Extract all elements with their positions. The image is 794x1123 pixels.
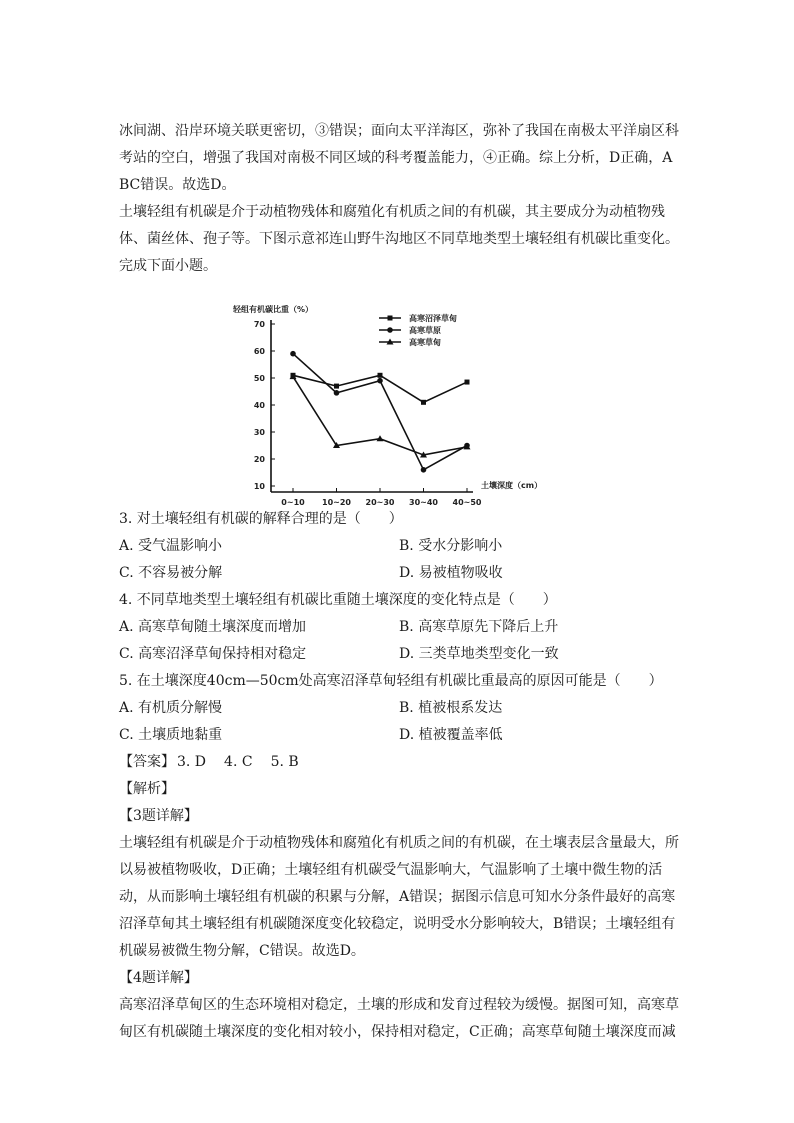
x-axis-label: 土壤深度（cm） xyxy=(481,481,543,490)
option-5d: D. 植被覆盖率低 xyxy=(399,727,503,743)
question-3-stem: 3. 对土壤轻组有机碳的解释合理的是（ ） xyxy=(119,511,403,527)
legend-marker xyxy=(387,327,393,333)
data-point-series-1 xyxy=(334,384,339,389)
answer-item-5: 5. B xyxy=(270,754,299,770)
option-4b: B. 高寒草原先下降后上升 xyxy=(399,619,559,635)
option-4c: C. 高寒沼泽草甸保持相对稳定 xyxy=(119,646,307,662)
data-point-series-2 xyxy=(334,390,340,396)
x-tick-label: 20~30 xyxy=(365,498,395,506)
q4-detail-header: 【4题详解】 xyxy=(119,970,198,986)
answer-line xyxy=(119,749,679,776)
intro-paragraph-2: 土壤轻组有机碳是介于动植物残体和腐殖化有机质之间的有机碳，其主要成分为动植物残体、菌丝体、孢子等。下图示意祁连山野牛沟地区不同草地类型土壤轻组有机碳比重变化。完成下面小题。 xyxy=(119,204,679,274)
question-4-options-row-1 xyxy=(119,614,679,641)
y-tick-label: 70 xyxy=(253,320,265,329)
y-tick-label: 60 xyxy=(253,347,265,356)
data-point-series-1 xyxy=(465,380,470,385)
data-point-series-2 xyxy=(421,467,427,473)
x-tick-label: 40~50 xyxy=(452,498,482,506)
question-3-options-row-2 xyxy=(119,560,679,587)
x-tick-label: 10~20 xyxy=(322,498,351,506)
intro-paragraph-1: 冰间湖、沿岸环境关联更密切，③错误；面向太平洋海区，弥补了我国在南极太平洋扇区科考站的空白，增强了我国对南极不同区域的科考覆盖能力，④正确。综上分析，D正确，ABC错误。故选D。 xyxy=(119,123,679,193)
option-5c: C. 土壤质地黏重 xyxy=(119,727,223,743)
answer-label: 【答案】 xyxy=(119,754,175,770)
y-axis-label: 轻组有机碳比重（%） xyxy=(233,305,314,314)
y-tick-label: 30 xyxy=(253,428,265,437)
question-5-stem: 5. 在土壤深度40cm—50cm处高寒沼泽草甸轻组有机碳比重最高的原因可能是（ ） xyxy=(119,673,663,689)
option-3d: D. 易被植物吸收 xyxy=(399,565,503,581)
data-point-series-3 xyxy=(377,435,384,441)
y-tick-label: 20 xyxy=(253,455,265,464)
y-tick-label: 40 xyxy=(253,401,265,410)
option-4a: A. 高寒草甸随土壤深度而增加 xyxy=(119,619,307,635)
legend-label: 高寒草甸 xyxy=(409,338,441,347)
q4-detail-text: 高寒沼泽草甸区的生态环境相对稳定，土壤的形成和发育过程较为缓慢。据图可知，高寒草甸区有机碳随土壤深度的变化相对较小，保持相对稳定，C正确；高寒草甸随土壤深度而减 xyxy=(119,997,679,1040)
option-3c: C. 不容易被分解 xyxy=(119,565,223,581)
soil-carbon-chart xyxy=(119,286,679,506)
option-3a: A. 受气温影响小 xyxy=(119,538,223,554)
series-line-3 xyxy=(293,377,467,455)
question-4-stem: 4. 不同草地类型土壤轻组有机碳比重随土壤深度的变化特点是（ ） xyxy=(119,592,557,608)
chart-svg xyxy=(119,286,679,506)
answer-item-4: 4. C xyxy=(224,754,253,770)
option-5b: B. 植被根系发达 xyxy=(399,700,503,716)
question-5-options-row-1 xyxy=(119,695,679,722)
option-5a: A. 有机质分解慢 xyxy=(119,700,223,716)
data-point-series-2 xyxy=(290,351,296,357)
question-5-options-row-2 xyxy=(119,722,679,749)
answer-item-3: 3. D xyxy=(177,754,207,770)
legend-marker xyxy=(388,316,393,321)
q3-detail-header: 【3题详解】 xyxy=(119,808,198,824)
analysis-header: 【解析】 xyxy=(119,781,175,797)
q3-detail-text: 土壤轻组有机碳是介于动植物残体和腐殖化有机质之间的有机碳，在土壤表层含量最大，所以易被植物吸收，D正确；土壤轻组有机碳受气温影响大，气温影响了土壤中微生物的活动，从而影响土壤轻组有机碳的积累与分解，A错误；据图示信息可知水分条件最好的高寒沼泽草甸其土壤轻组有机碳随深度变化较稳定，说明受水分影响较大，B错误；土壤轻组有机碳易被微生物分解，C错误。故选D。 xyxy=(119,835,679,959)
x-tick-label: 30~40 xyxy=(409,498,438,506)
question-3-options-row-1 xyxy=(119,533,679,560)
option-3b: B. 受水分影响小 xyxy=(399,538,503,554)
legend-label: 高寒沼泽草甸 xyxy=(409,314,457,323)
y-tick-label: 10 xyxy=(253,482,265,491)
y-tick-label: 50 xyxy=(253,374,265,383)
x-tick-label: 0~10 xyxy=(281,498,305,506)
data-point-series-1 xyxy=(378,373,383,378)
option-4d: D. 三类草地类型变化一致 xyxy=(399,646,559,662)
legend-label: 高寒草原 xyxy=(409,326,441,335)
question-4-options-row-2 xyxy=(119,641,679,668)
data-point-series-2 xyxy=(377,378,383,384)
data-point-series-1 xyxy=(421,400,426,405)
document-page xyxy=(119,118,679,1046)
